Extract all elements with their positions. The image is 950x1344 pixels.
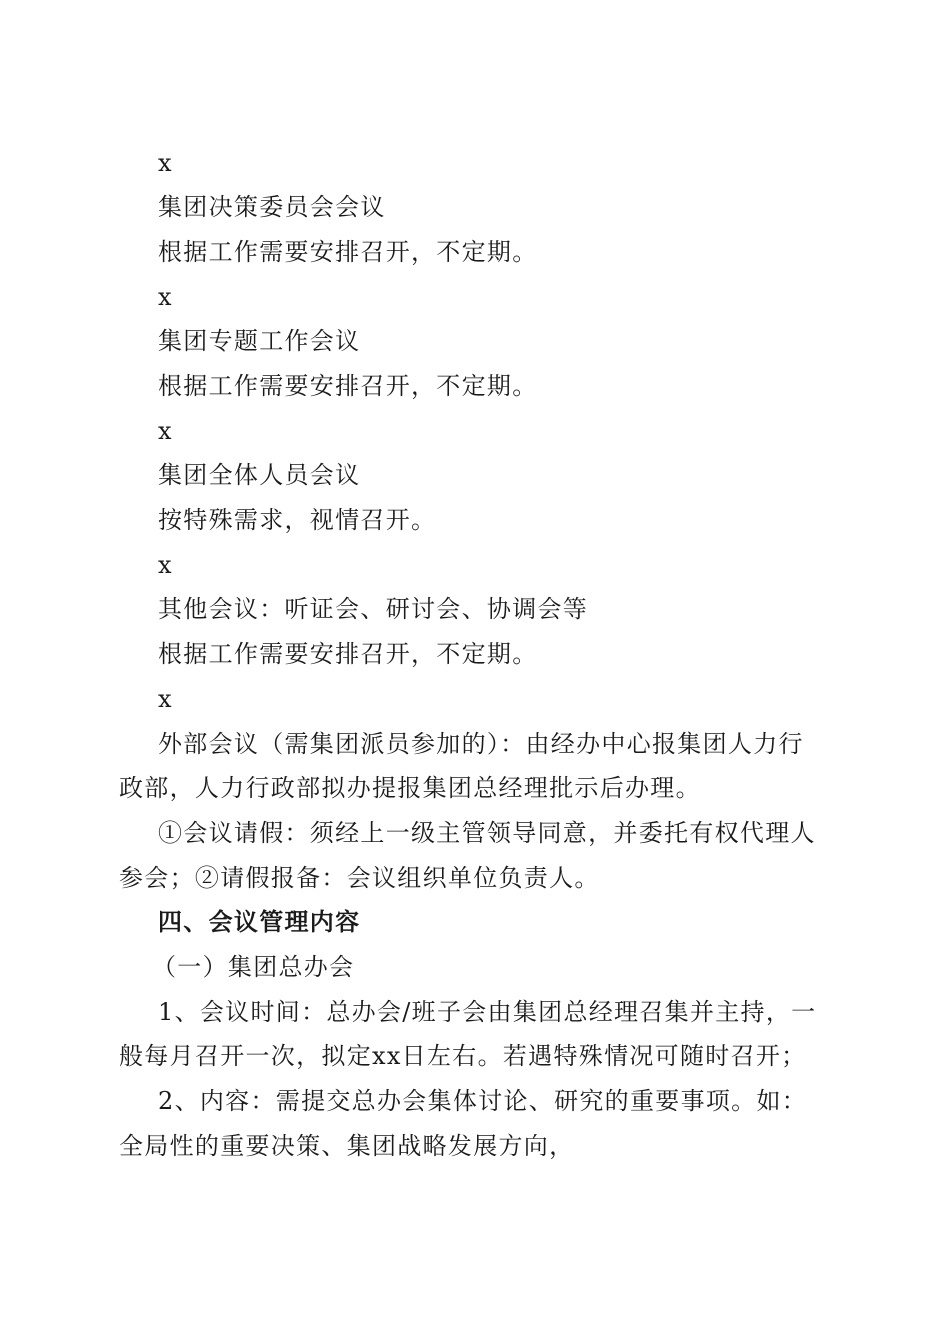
- meeting-schedule: 按特殊需求，视情召开。: [158, 506, 437, 534]
- paragraph-content-line1: 2、内容：需提交总办会集体讨论、研究的重要事项。如：: [158, 1087, 808, 1115]
- placeholder-x: x: [158, 149, 173, 177]
- subsection-heading: （一）集团总办会: [152, 953, 355, 981]
- placeholder-x: x: [158, 417, 173, 445]
- meeting-title-decision-committee: 集团决策委员会会议: [158, 193, 386, 221]
- paragraph-external-meeting-line2: 政部，人力行政部拟办提报集团总经理批示后办理。: [119, 774, 701, 802]
- placeholder-x: x: [158, 283, 173, 311]
- meeting-schedule: 根据工作需要安排召开，不定期。: [158, 640, 538, 668]
- meeting-schedule: 根据工作需要安排召开，不定期。: [158, 238, 538, 266]
- paragraph-content-line2: 全局性的重要决策、集团战略发展方向，: [119, 1132, 575, 1160]
- paragraph-meeting-time-line2: 般每月召开一次，拟定xx日左右。若遇特殊情况可随时召开；: [119, 1042, 807, 1070]
- paragraph-meeting-time-line1: 1、会议时间：总办会/班子会由集团总经理召集并主持，一: [158, 998, 817, 1026]
- paragraph-external-meeting-line1: 外部会议（需集团派员参加的）：由经办中心报集团人力行: [158, 730, 804, 758]
- paragraph-leave-line1: ①会议请假：须经上一级主管领导同意，并委托有权代理人: [158, 819, 816, 847]
- paragraph-leave-line2: 参会；②请假报备：会议组织单位负责人。: [119, 864, 600, 892]
- meeting-title-all-staff: 集团全体人员会议: [158, 461, 361, 489]
- meeting-title-other: 其他会议：听证会、研讨会、协调会等: [158, 595, 589, 623]
- meeting-title-special-work: 集团专题工作会议: [158, 327, 361, 355]
- section-heading: 四、会议管理内容: [158, 908, 361, 936]
- placeholder-x: x: [158, 685, 173, 713]
- meeting-schedule: 根据工作需要安排召开，不定期。: [158, 372, 538, 400]
- placeholder-x: x: [158, 551, 173, 579]
